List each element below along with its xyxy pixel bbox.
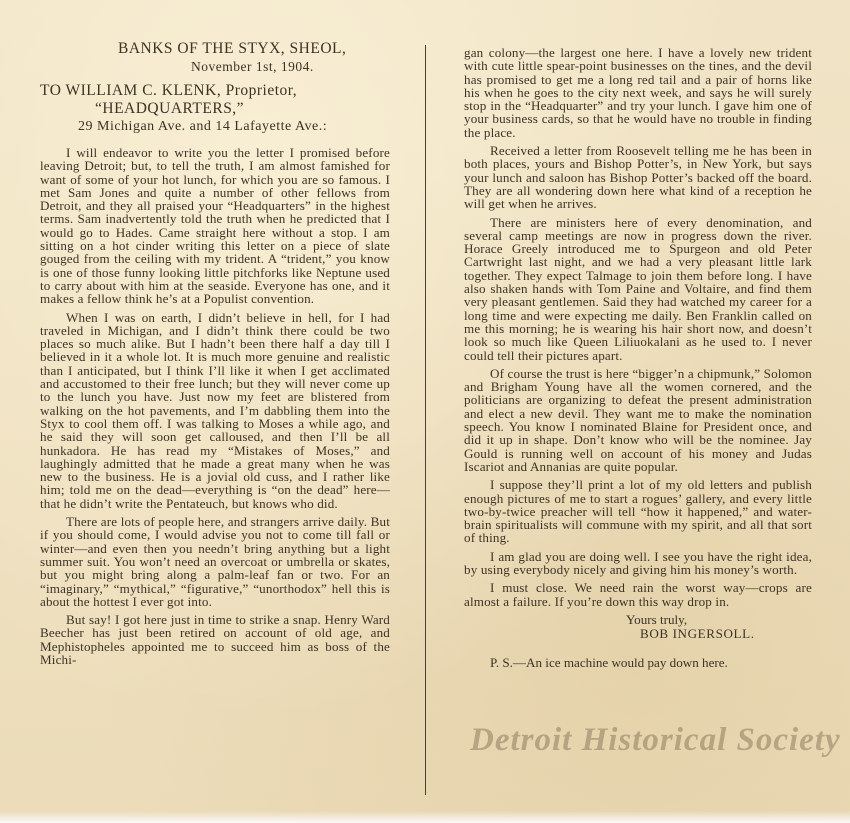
paragraph: Received a letter from Roosevelt telling me he has been in both places, yours and Bishop Potter’s, in New York, but says your lunch and saloon has Bishop Potter’s backed off the board. They are all wondering down here what kind of a reception he will get when he arrives. (464, 143, 812, 212)
watermark: Detroit Historical Society (470, 722, 841, 758)
letter-place: BANKS OF THE STYX, SHEOL, (118, 40, 347, 57)
letter-recipient: TO WILLIAM C. KLENK, Proprietor, (40, 82, 298, 99)
paragraph: But say! I got here just in time to strike a snap. Henry Ward Beecher has just been retired on account of old age, and Mephistopheles appointed me to succeed him as boss of the Michi- (40, 612, 390, 667)
paper-edge (0, 811, 850, 823)
paragraph: There are ministers here of every denomination, and several camp meetings are now in progress down the river. Horace Greely introduced me to Spurgeon and old Peter Cartwright last night, and we had a very pleasant little lark together. They expect Talmage to join them before long. I have also shaken hands with Tom Paine and Voltaire, and find them very pleasant gentlemen. Said they had watched my career for a long time and were expecting me daily. Ben Franklin called on me this morning; he is wearing his hair short now, and doesn’t look so much like Queen Liliuokalani as he used to. I never could tell their pictures apart. (464, 214, 812, 363)
paragraph: I suppose they’ll print a lot of my old letters and publish enough pictures of me to start a rogues’ gallery, and every little two-by-twice preacher will tell “how it happened,” and water-brain spiritualists will commune with my spirit, and all that sort of thing. (464, 477, 812, 546)
letter-business-name: “HEADQUARTERS,” (95, 100, 245, 117)
column-divider (425, 45, 426, 795)
left-column (40, 40, 390, 671)
letter-address: 29 Michigan Ave. and 14 Lafayette Ave.: (78, 119, 328, 134)
right-column (464, 46, 812, 671)
signature: BOB INGERSOLL. (640, 625, 755, 641)
paragraph: I am glad you are doing well. I see you have the right idea, by using everybody nicely and giving him his money’s worth. (464, 548, 812, 577)
paragraph: When I was on earth, I didn’t believe in hell, for I had traveled in Michigan, and I didn’t think there could be two places so much alike. But I hadn’t been there half a day till I believed in it a whole lot. It is much more genuine and realistic than I anticipated, but I think I’ll like it when I get acclimated and accustomed to their free lunch; but they will never come up to the lunch you have. Just now my feet are blistered from walking on the hot pavements, and I’m dabbling them into the Styx to cool them off. I was talking to Moses a while ago, and he said they will soon get calloused, and then I’ll be all hunkadora. He has read my “Mistakes of Moses,” and laughingly admitted that he made a great many when he was new to the business. He is a jovial old cuss, and I rather like him; told me on the dead—everything is “on the dead” here—that he didn’t write the Pentateuch, but knows who did. (40, 309, 390, 511)
letter-closing-block (464, 613, 812, 641)
paragraph: I must close. We need rain the worst way—crops are almost a failure. If you’re down this way drop in. (464, 580, 812, 609)
letter-date: November 1st, 1904. (191, 59, 314, 74)
paragraph: I will endeavor to write you the letter I promised before leaving Detroit; but, to tell the truth, I am almost famished for want of some of your hot lunch, for which you are so famous. I met Sam Jones and quite a number of other fellows from Detroit, and they all praised your “Headquarters” in the highest terms. Sam inadvertently told the truth when he predicted that I would go to Hades. Came straight here without a stop. I am sitting on a hot cinder writing this letter on a piece of slate gouged from the ceiling with my trident. A “trident,” you know is one of those funny looking little pitchforks like Neptune used to carry about with him at the seaside. Everyone has one, and it makes a fellow think he’s at a Populist convention. (40, 145, 390, 307)
paragraph: There are lots of people here, and strangers arrive daily. But if you should come, I would advise you not to come till fall or winter—and even then you needn’t bring anything but a light summer suit. You won’t need an overcoat or umbrella or skates, but you might bring along a palm-leaf fan or two. For an “imaginary,” “mythical,” “figurative,” “unorthodox” hell this is about the hottest I ever got into. (40, 514, 390, 609)
paragraph: Of course the trust is here “bigger’n a chipmunk,” Solomon and Brigham Young have all the women cornered, and the politicians are organizing to defeat the present administration and elect a new devil. They want me to make the nomination speech. You know I nominated Blaine for President once, and did it up in shape. Don’t know who will be the nominee. Jay Gould is running well on account of his money and Judas Iscariot and Annanias are quite popular. (464, 365, 812, 474)
paragraph-continuation: gan colony—the largest one here. I have a lovely new trident with cute little spear-point businesses on the tines, and the devil has promised to get me a long red tail and a pair of horns like his when he goes to the city next week, and says he will surely stop in the “Headquarter” and try your lunch. I gave him one of your business cards, so that he would have no trouble in finding the place. (464, 45, 812, 140)
closing-salutation: Yours truly, (626, 611, 688, 627)
postscript: P. S.—An ice machine would pay down here. (490, 654, 728, 670)
